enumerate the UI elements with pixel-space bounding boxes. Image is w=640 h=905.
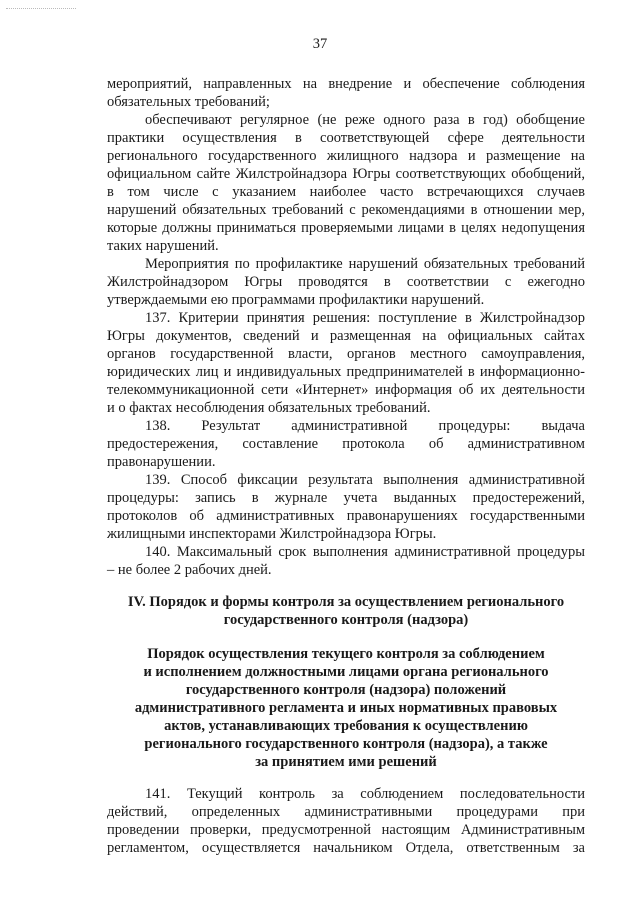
section-heading: IV. Порядок и формы контроля за осуществлением регионального [127, 594, 565, 610]
text-line: 137. Критерии принятия решения: поступление в Жилстройнадзор [145, 310, 585, 326]
text-line: действий, определенных административными процедурами при [107, 804, 585, 820]
subsection-heading: актов, устанавливающих требования к осуществлению [164, 718, 528, 734]
text-line: регионального государственного жилищного надзора и размещение на [107, 148, 585, 164]
text-line: и о фактах несоблюдения обязательных требований. [107, 400, 431, 416]
section-heading: государственного контроля (надзора) [223, 612, 469, 628]
text-line: официальном сайте Жилстройнадзора Югры соответствующих обобщений, [107, 166, 585, 182]
text-line: правонарушении. [107, 454, 216, 470]
subsection-heading: регионального государственного контроля (надзора), а также [144, 736, 548, 752]
scan-artifact [6, 8, 76, 10]
text-line: Мероприятия по профилактике нарушений обязательных требований [145, 256, 585, 272]
text-line: 141. Текущий контроль за соблюдением последовательности [145, 786, 585, 802]
text-line: утверждаемыми ею программами профилактики нарушений. [107, 292, 485, 308]
text-line: регламентом, осуществляется начальником Отдела, ответственным за [107, 840, 585, 856]
text-line: 140. Максимальный срок выполнения административной процедуры [145, 544, 585, 560]
text-line: таких нарушений. [107, 238, 219, 254]
text-line: процедуры: запись в журнале учета выданных предостережений, [107, 490, 585, 506]
text-line: которые должны приниматься проверяемыми лицами в целях недопущения [107, 220, 585, 236]
text-line: обязательных требований; [107, 94, 270, 110]
subsection-heading: за принятием ими решений [255, 754, 437, 770]
subsection-heading: административного регламента и иных нормативных правовых [134, 700, 558, 716]
text-line: жилищными инспекторами Жилстройнадзора Югры. [107, 526, 437, 542]
text-line: органов государственной власти, органов местного самоуправления, [107, 346, 585, 362]
text-line: 138. Результат административной процедуры: выдача [145, 418, 585, 434]
text-line: телекоммуникационной сети «Интернет» информация об их деятельности [107, 382, 585, 398]
subsection-heading: Порядок осуществления текущего контроля за соблюдением [147, 646, 545, 662]
text-line: 139. Способ фиксации результата выполнения административной [145, 472, 585, 488]
text-line: юридических лиц и индивидуальных предпринимателей в информационно- [107, 364, 585, 380]
subsection-heading: государственного контроля (надзора) положений [185, 682, 507, 698]
text-line: мероприятий, направленных на внедрение и обеспечение соблюдения [107, 76, 585, 92]
text-line: Жилстройнадзором Югры проводятся в соответствии с ежегодно [107, 274, 585, 290]
text-line: – не более 2 рабочих дней. [107, 562, 272, 578]
text-line: Югры документов, сведений и размещенная на официальных сайтах [107, 328, 585, 344]
text-line: обеспечивают регулярное (не реже одного раза в год) обобщение [145, 112, 585, 128]
page-number: 37 [312, 36, 328, 52]
text-line: предостережения, составление протокола об административном [107, 436, 585, 452]
text-line: протоколов об административных правонарушениях государственными [107, 508, 585, 524]
text-line: проведении проверки, предусмотренной настоящим Административным [107, 822, 585, 838]
text-line: практики осуществления в соответствующей сфере деятельности [107, 130, 585, 146]
text-line: нарушений обязательных требований с рекомендациями в отношении мер, [107, 202, 585, 218]
text-line: в том числе с указанием наиболее часто встречающихся случаев [107, 184, 585, 200]
subsection-heading: и исполнением должностными лицами органа регионального [143, 664, 549, 680]
